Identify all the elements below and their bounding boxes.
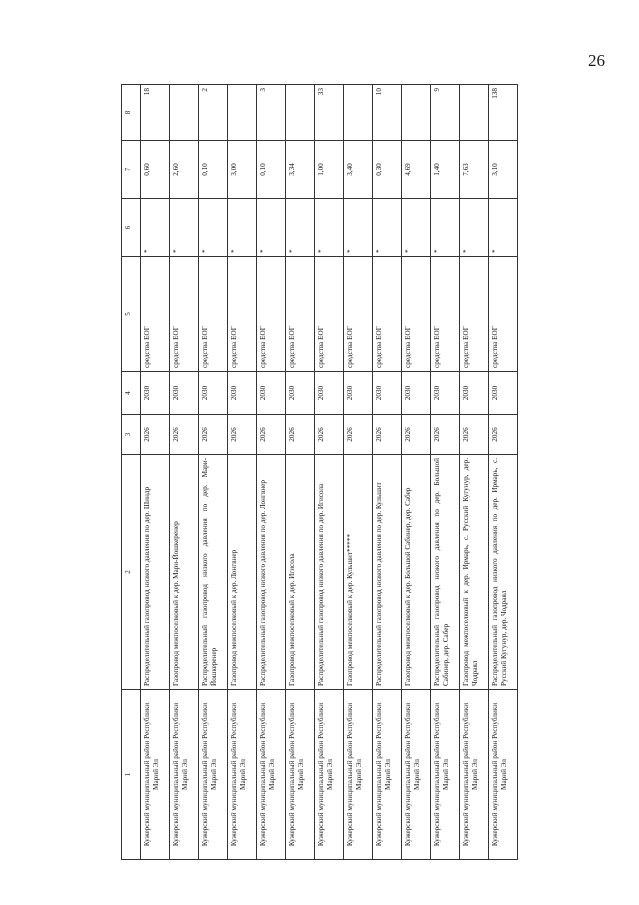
end-year-cell: 2030 xyxy=(315,372,344,415)
object-cell: Газопровод межпоселковый к дер. Кульшит***** xyxy=(344,455,373,690)
funding-source-cell: средства ЕОГ xyxy=(170,257,199,372)
funding-source-cell: средства ЕОГ xyxy=(199,257,228,372)
col8-cell xyxy=(460,85,489,141)
table-row xyxy=(489,85,518,860)
region-cell: Кужерский муниципальный район Республики Марий Эл xyxy=(460,690,489,860)
end-year-cell: 2030 xyxy=(344,372,373,415)
object-cell: Газопровод межпоселковый к дер. Игисола xyxy=(286,455,315,690)
start-year-cell: 2026 xyxy=(141,415,170,455)
col8-cell xyxy=(170,85,199,141)
col6-cell: * xyxy=(286,199,315,257)
col8-cell: 3 xyxy=(257,85,286,141)
table-row xyxy=(257,85,286,860)
length-cell: 0,10 xyxy=(257,141,286,199)
start-year-cell: 2026 xyxy=(373,415,402,455)
col8-cell xyxy=(402,85,431,141)
region-cell: Кужерский муниципальный район Республики Марий Эл xyxy=(170,690,199,860)
end-year-cell: 2030 xyxy=(460,372,489,415)
col6-cell: * xyxy=(402,199,431,257)
col6-cell: * xyxy=(257,199,286,257)
col6-cell: * xyxy=(344,199,373,257)
header-cell: 3 xyxy=(122,415,141,455)
length-cell: 3,34 xyxy=(286,141,315,199)
table-row xyxy=(431,85,460,860)
table-row xyxy=(170,85,199,860)
col6-cell: * xyxy=(170,199,199,257)
col8-cell: 18 xyxy=(141,85,170,141)
funding-source-cell: средства ЕОГ xyxy=(460,257,489,372)
funding-source-cell: средства ЕОГ xyxy=(489,257,518,372)
header-cell: 2 xyxy=(122,455,141,690)
object-cell: Распределительный газопровод низкого давления по дер. Мари-Йошкеренер xyxy=(199,455,228,690)
col8-cell: 33 xyxy=(315,85,344,141)
end-year-cell: 2030 xyxy=(286,372,315,415)
header-cell: 6 xyxy=(122,199,141,257)
table-row xyxy=(228,85,257,860)
object-cell: Распределительный газопровод низкого давления по дер. Лонгвнер xyxy=(257,455,286,690)
col6-cell: * xyxy=(489,199,518,257)
funding-source-cell: средства ЕОГ xyxy=(286,257,315,372)
table-row xyxy=(315,85,344,860)
end-year-cell: 2030 xyxy=(199,372,228,415)
header-cell: 4 xyxy=(122,372,141,415)
region-cell: Кужерский муниципальный район Республики Марий Эл xyxy=(228,690,257,860)
start-year-cell: 2026 xyxy=(431,415,460,455)
table-row xyxy=(141,85,170,860)
funding-source-cell: средства ЕОГ xyxy=(373,257,402,372)
start-year-cell: 2026 xyxy=(286,415,315,455)
header-cell: 8 xyxy=(122,85,141,141)
object-cell: Газопровод межпоселковый к дер. Ирмарь, с. Русский Кугунур, дер. Чодраял xyxy=(460,455,489,690)
funding-source-cell: средства ЕОГ xyxy=(141,257,170,372)
object-cell: Распределительный газопровод низкого давления по дер. Шиндр xyxy=(141,455,170,690)
object-cell: Газопровод межпоселковый к дер. Большой Сабинер, дер. Сабер xyxy=(402,455,431,690)
page-number: 26 xyxy=(588,51,605,70)
col6-cell: * xyxy=(228,199,257,257)
col8-cell: 138 xyxy=(489,85,518,141)
start-year-cell: 2026 xyxy=(170,415,199,455)
col8-cell: 10 xyxy=(373,85,402,141)
object-cell: Распределительный газопровод низкого давления по дер. Большой Сабинер, дер. Сабер xyxy=(431,455,460,690)
region-cell: Кужерский муниципальный район Республики Марий Эл xyxy=(286,690,315,860)
object-cell: Распределительный газопровод низкого давления по дер. Кульшит xyxy=(373,455,402,690)
header-cell: 1 xyxy=(122,690,141,860)
length-cell: 1,00 xyxy=(315,141,344,199)
table-row xyxy=(402,85,431,860)
col8-cell xyxy=(228,85,257,141)
object-cell: Газопровод межпоселковый к дер. Лонгвнер xyxy=(228,455,257,690)
col6-cell: * xyxy=(431,199,460,257)
col8-cell: 9 xyxy=(431,85,460,141)
col6-cell: * xyxy=(199,199,228,257)
start-year-cell: 2026 xyxy=(489,415,518,455)
end-year-cell: 2030 xyxy=(402,372,431,415)
object-cell: Газопровод межпоселковый к дер. Мари-Йошкеренер xyxy=(170,455,199,690)
length-cell: 3,40 xyxy=(344,141,373,199)
col8-cell: 2 xyxy=(199,85,228,141)
col6-cell: * xyxy=(141,199,170,257)
gasification-table xyxy=(121,84,518,860)
table-row xyxy=(460,85,489,860)
region-cell: Кужерский муниципальный район Республики Марий Эл xyxy=(344,690,373,860)
funding-source-cell: средства ЕОГ xyxy=(257,257,286,372)
region-cell: Кужерский муниципальный район Республики Марий Эл xyxy=(431,690,460,860)
region-cell: Кужерский муниципальный район Республики Марий Эл xyxy=(402,690,431,860)
col8-cell xyxy=(286,85,315,141)
start-year-cell: 2026 xyxy=(257,415,286,455)
funding-source-cell: средства ЕОГ xyxy=(315,257,344,372)
region-cell: Кужерский муниципальный район Республики Марий Эл xyxy=(315,690,344,860)
length-cell: 1,40 xyxy=(431,141,460,199)
funding-source-cell: средства ЕОГ xyxy=(228,257,257,372)
end-year-cell: 2030 xyxy=(489,372,518,415)
rotated-table-container xyxy=(121,85,526,860)
length-cell: 3,10 xyxy=(489,141,518,199)
end-year-cell: 2030 xyxy=(141,372,170,415)
funding-source-cell: средства ЕОГ xyxy=(402,257,431,372)
length-cell: 2,60 xyxy=(170,141,199,199)
length-cell: 4,69 xyxy=(402,141,431,199)
table-row xyxy=(373,85,402,860)
col6-cell: * xyxy=(373,199,402,257)
table-row xyxy=(344,85,373,860)
col6-cell: * xyxy=(460,199,489,257)
region-cell: Кужерский муниципальный район Республики Марий Эл xyxy=(199,690,228,860)
region-cell: Кужерский муниципальный район Республики Марий Эл xyxy=(257,690,286,860)
start-year-cell: 2026 xyxy=(460,415,489,455)
end-year-cell: 2030 xyxy=(228,372,257,415)
table-body xyxy=(141,85,518,860)
length-cell: 3,00 xyxy=(228,141,257,199)
col6-cell: * xyxy=(315,199,344,257)
table-row xyxy=(199,85,228,860)
funding-source-cell: средства ЕОГ xyxy=(344,257,373,372)
length-cell: 0,10 xyxy=(199,141,228,199)
table-header-row xyxy=(122,85,141,860)
start-year-cell: 2026 xyxy=(402,415,431,455)
end-year-cell: 2030 xyxy=(431,372,460,415)
object-cell: Распределительный газопровод низкого давления по дер. Ирмарь, с. Русский Кугунур, дер. Чодраял xyxy=(489,455,518,690)
region-cell: Кужерский муниципальный район Республики Марий Эл xyxy=(489,690,518,860)
header-cell: 5 xyxy=(122,257,141,372)
object-cell: Распределительный газопровод низкого давления по дер. Игисола xyxy=(315,455,344,690)
start-year-cell: 2026 xyxy=(228,415,257,455)
end-year-cell: 2030 xyxy=(170,372,199,415)
start-year-cell: 2026 xyxy=(344,415,373,455)
length-cell: 0,30 xyxy=(373,141,402,199)
length-cell: 7,63 xyxy=(460,141,489,199)
end-year-cell: 2030 xyxy=(373,372,402,415)
start-year-cell: 2026 xyxy=(315,415,344,455)
start-year-cell: 2026 xyxy=(199,415,228,455)
region-cell: Кужерский муниципальный район Республики Марий Эл xyxy=(373,690,402,860)
table-row xyxy=(286,85,315,860)
end-year-cell: 2030 xyxy=(257,372,286,415)
length-cell: 0,60 xyxy=(141,141,170,199)
region-cell: Кужерский муниципальный район Республики Марий Эл xyxy=(141,690,170,860)
funding-source-cell: средства ЕОГ xyxy=(431,257,460,372)
col8-cell xyxy=(344,85,373,141)
header-cell: 7 xyxy=(122,141,141,199)
